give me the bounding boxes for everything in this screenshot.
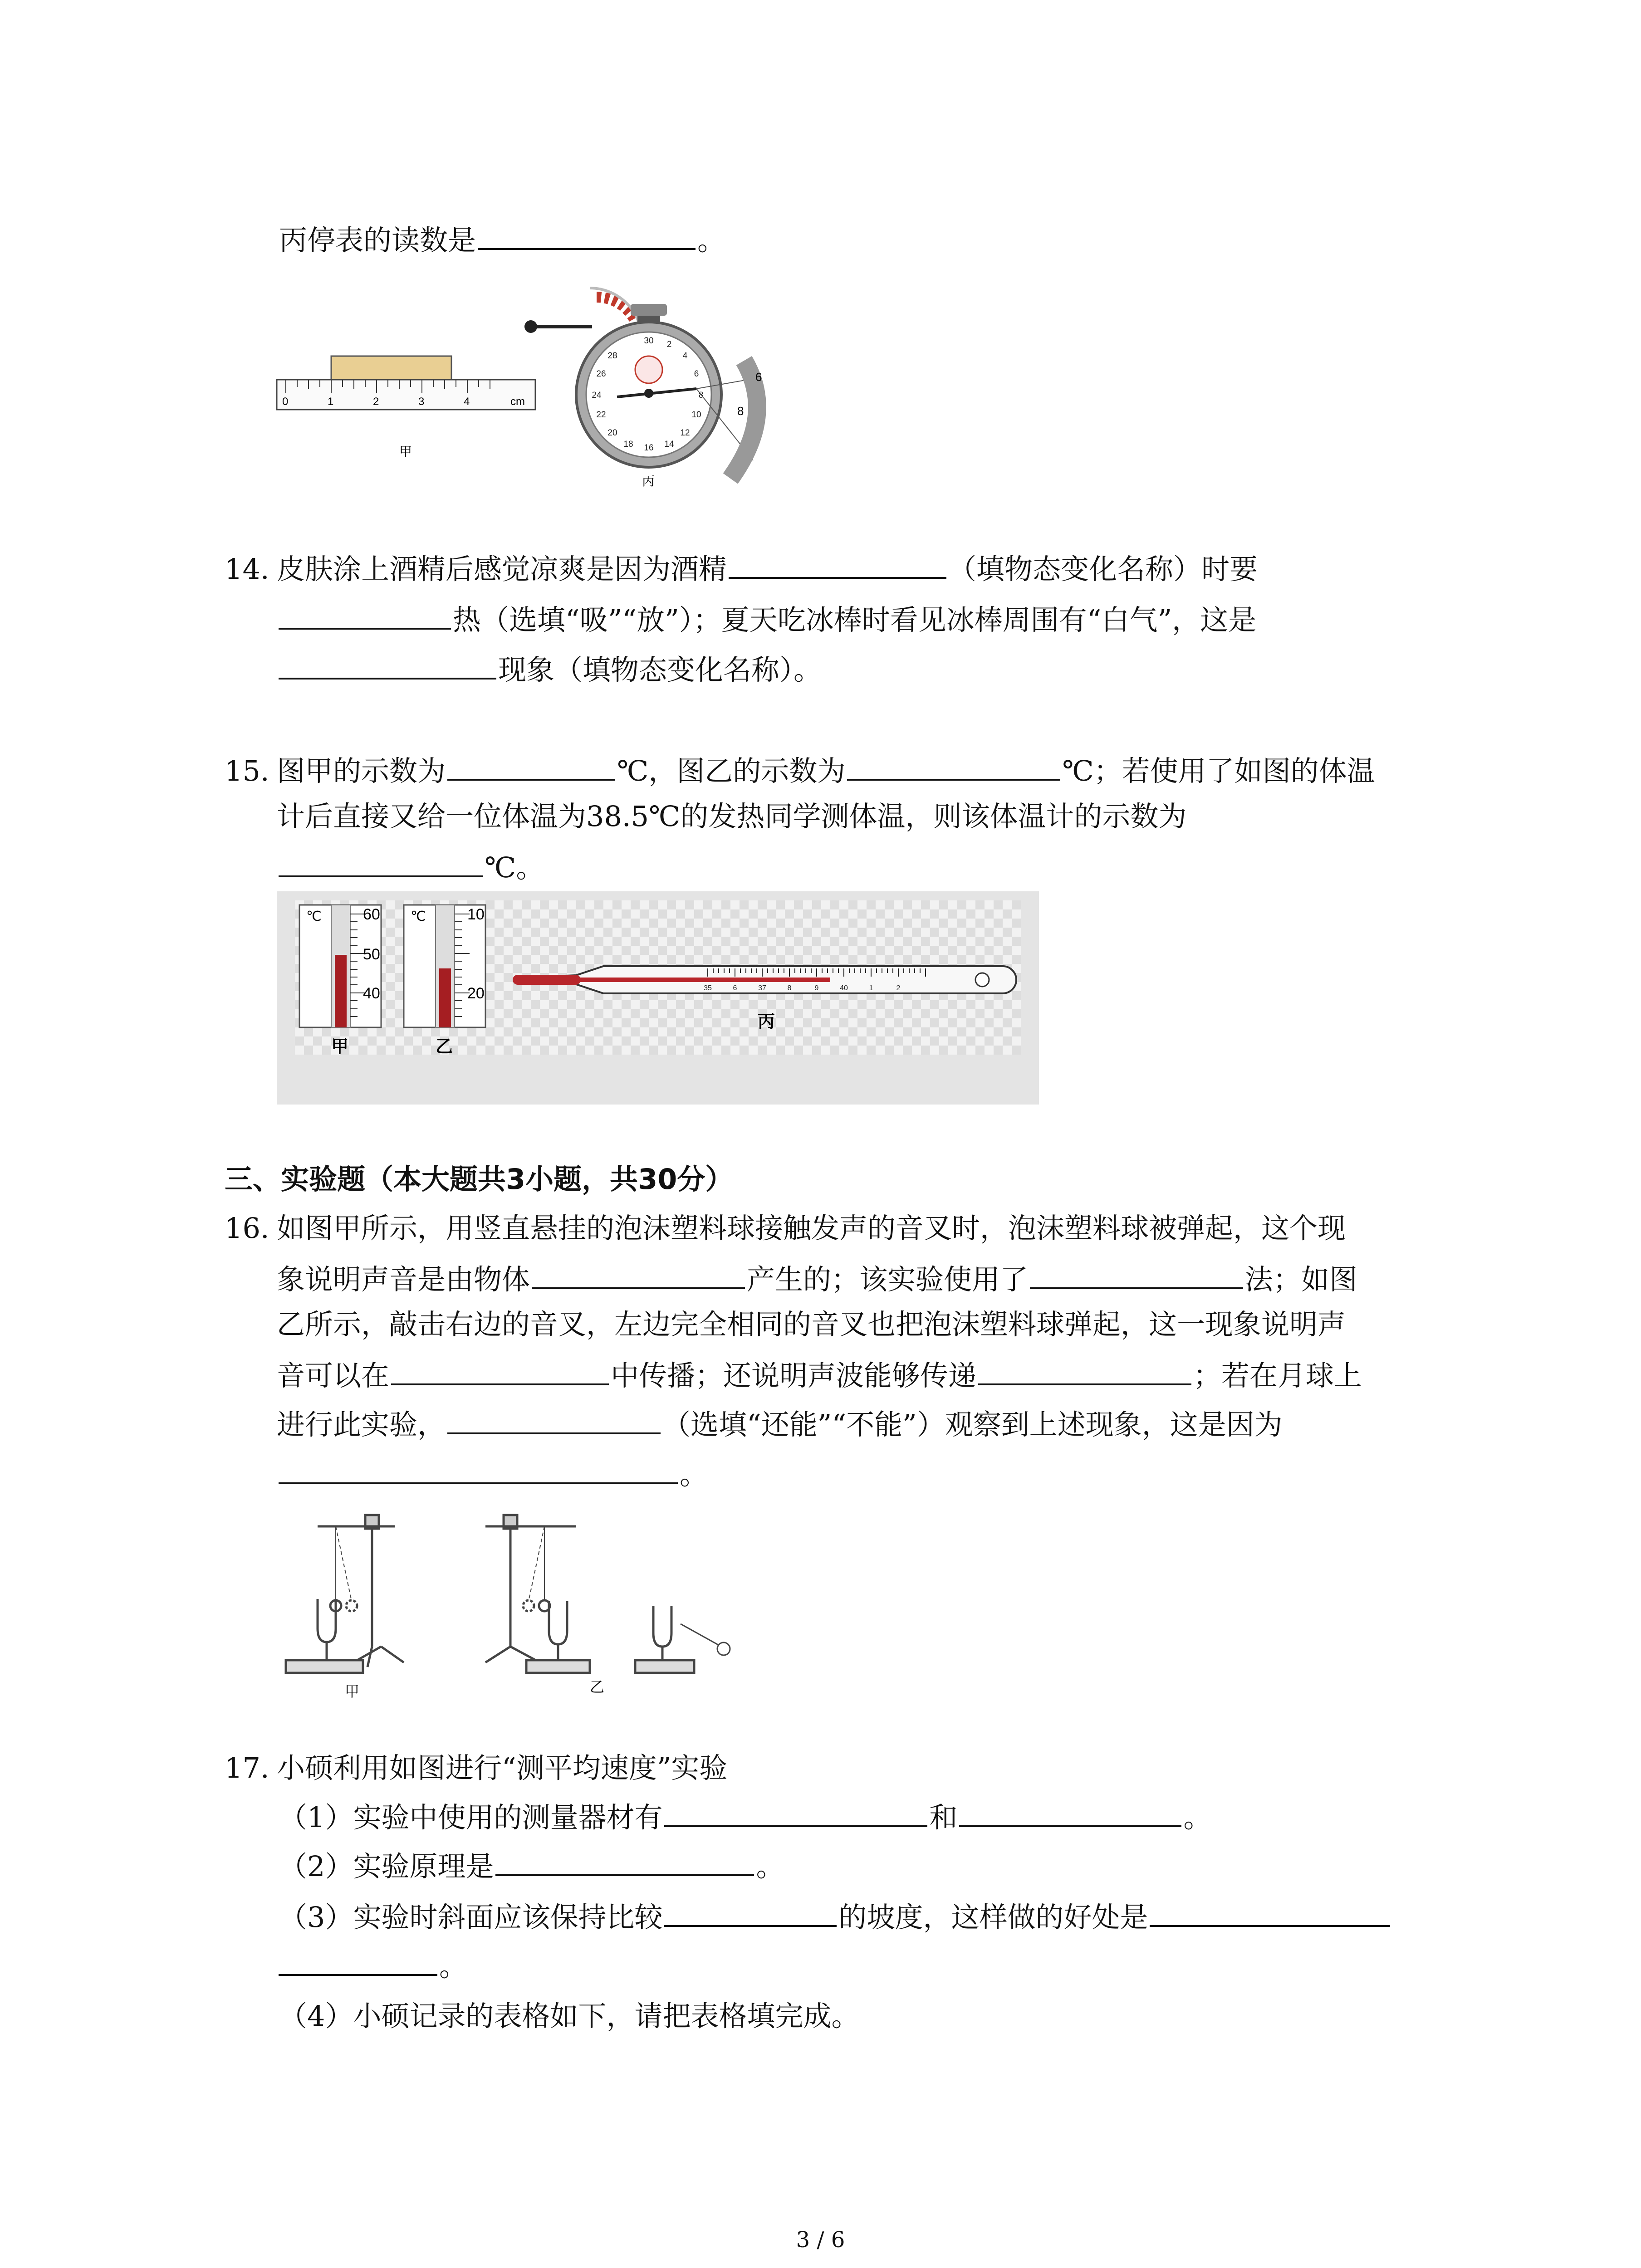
svg-text:2: 2 (896, 984, 901, 992)
ruler-unit: cm (510, 396, 525, 408)
fig13-label-jia: 甲 (399, 445, 412, 459)
measured-block (331, 356, 451, 380)
svg-text:1: 1 (869, 984, 873, 992)
svg-text:40: 40 (840, 984, 848, 992)
liquid-column-yi (439, 968, 451, 1027)
clinical-mercury (576, 978, 830, 982)
ruler-tick-1: 1 (328, 396, 334, 408)
svg-text:20: 20 (607, 428, 617, 438)
fig15-label-bing: 丙 (758, 1012, 775, 1031)
svg-text:10: 10 (467, 906, 485, 923)
q17-part1: （1）实验中使用的测量器材有 和 。 (279, 1797, 1211, 1836)
q14-number: 14. (225, 552, 269, 586)
fig15-label-yi: 乙 (436, 1037, 453, 1056)
svg-text:9: 9 (814, 984, 819, 992)
q15-line2: 计后直接又给一位体温为38.5℃的发热同学测体温，则该体温计的示数为 (277, 800, 1187, 833)
q15-blank-1[interactable] (447, 751, 615, 781)
q17-part4: （4）小硕记录的表格如下，请把表格填完成。 (279, 1999, 860, 2033)
q16-blank-6[interactable] (279, 1454, 678, 1484)
svg-text:8: 8 (698, 391, 704, 400)
q16-blank-3[interactable] (391, 1355, 609, 1385)
q17-part3-cont: 。 (277, 1946, 467, 1984)
svg-text:26: 26 (596, 369, 606, 379)
clinical-bulb (513, 975, 581, 985)
q16-line6: 。 (277, 1454, 708, 1493)
minute-subdial (635, 356, 662, 383)
q14-line3: 现象（填物态变化名称）。 (277, 650, 822, 688)
q15-blank-3[interactable] (279, 847, 483, 877)
svg-text:20: 20 (467, 985, 485, 1002)
q14-blank-3[interactable] (279, 650, 496, 679)
zoom-number-8: 8 (737, 404, 744, 418)
q16-line1: 16. 如图甲所示，用竖直悬挂的泡沫塑料球接触发声的音叉时，泡沫塑料球被弹起，这个现 (225, 1210, 1346, 1246)
q16-line5: 进行此实验， （选填“还能”“不能”）观察到上述现象，这是因为 (277, 1404, 1283, 1443)
svg-text:28: 28 (607, 351, 617, 361)
fig16-label-yi: 乙 (590, 1679, 605, 1695)
q16-number: 16. (225, 1212, 269, 1245)
q13-tail-line: 丙停表的读数是 。 (279, 220, 725, 259)
section-3-title: 三、实验题（本大题共3小题，共30分） (225, 1163, 734, 1196)
fig15-label-jia: 甲 (331, 1037, 349, 1056)
svg-text:50: 50 (363, 946, 380, 963)
unit-yi: ℃ (411, 909, 426, 924)
apparatus-jia (286, 1515, 404, 1673)
q17-blank-3[interactable] (495, 1846, 754, 1876)
svg-text:30: 30 (644, 336, 654, 346)
fig15-thermometers (277, 891, 1039, 1105)
q16-blank-2[interactable] (1030, 1259, 1243, 1289)
svg-text:35: 35 (704, 984, 712, 992)
q16-blank-1[interactable] (532, 1259, 745, 1289)
svg-text:12: 12 (680, 428, 690, 438)
svg-text:4: 4 (682, 351, 688, 361)
q15-number: 15. (225, 754, 269, 787)
q17-number: 17. (225, 1751, 269, 1784)
q17-part2: （2）实验原理是 。 (279, 1846, 784, 1885)
fig13-ruler-stopwatch (272, 270, 794, 506)
q17-blank-2[interactable] (959, 1797, 1181, 1827)
fig13-label-bing: 丙 (642, 474, 655, 488)
zoom-number-6: 6 (755, 370, 762, 384)
svg-text:37: 37 (758, 984, 766, 992)
page-number: 3 / 6 (796, 2227, 845, 2253)
svg-text:14: 14 (664, 440, 674, 449)
q17-blank-1[interactable] (664, 1797, 927, 1827)
svg-text:22: 22 (596, 410, 606, 420)
q17-blank-6[interactable] (279, 1946, 437, 1976)
q17-blank-5[interactable] (1150, 1897, 1390, 1927)
q16-blank-4[interactable] (978, 1355, 1191, 1385)
svg-text:2: 2 (666, 340, 672, 349)
fig16-tuning-forks (272, 1510, 749, 1706)
q15-line3: ℃。 (277, 847, 544, 886)
stopwatch (524, 288, 762, 488)
q16-blank-5[interactable] (447, 1404, 661, 1434)
q17-part3: （3）实验时斜面应该保持比较 的坡度，这样做的好处是 (279, 1897, 1392, 1936)
ruler-tick-0: 0 (282, 396, 289, 408)
svg-text:60: 60 (363, 906, 380, 923)
q14-blank-1[interactable] (729, 549, 946, 579)
svg-text:40: 40 (363, 985, 380, 1002)
fig16-label-jia: 甲 (345, 1683, 360, 1700)
apparatus-yi (485, 1515, 730, 1673)
svg-text:6: 6 (694, 369, 699, 379)
svg-text:16: 16 (644, 443, 654, 453)
stopwatch-crown (631, 304, 667, 316)
svg-text:6: 6 (733, 984, 737, 992)
q15-blank-2[interactable] (847, 751, 1060, 781)
q15-line1: 15. 图甲的示数为 ℃，图乙的示数为 ℃；若使用了如图的体温 (225, 751, 1375, 789)
ruler (277, 356, 535, 459)
q14-line1: 14. 皮肤涂上酒精后感觉凉爽是因为酒精 （填物态变化名称）时要 (225, 549, 1258, 587)
svg-text:18: 18 (623, 440, 633, 449)
liquid-column-jia (335, 955, 347, 1027)
q14-line2: 热（选填“吸”“放”）；夏天吃冰棒时看见冰棒周围有“白气”，这是 (277, 600, 1256, 638)
unit-jia: ℃ (306, 909, 322, 924)
svg-text:8: 8 (787, 984, 792, 992)
svg-text:10: 10 (691, 410, 701, 420)
q14-blank-2[interactable] (279, 600, 451, 630)
q16-line3: 乙所示，敲击右边的音叉，左边完全相同的音叉也把泡沫塑料球弹起，这一现象说明声 (277, 1308, 1346, 1341)
q17-blank-4[interactable] (664, 1897, 837, 1927)
svg-text:24: 24 (592, 391, 602, 400)
q17-title-line: 17. 小硕利用如图进行“测平均速度”实验 (225, 1750, 727, 1786)
ruler-tick-3: 3 (418, 396, 425, 408)
q13-answer-blank[interactable] (478, 220, 696, 250)
q16-line2: 象说明声音是由物体 产生的；该实验使用了 法；如图 (277, 1259, 1357, 1298)
ruler-tick-2: 2 (373, 396, 379, 408)
q16-line4: 音可以在 中传播；还说明声波能够传递 ；若在月球上 (277, 1355, 1362, 1394)
ruler-tick-4: 4 (464, 396, 470, 408)
